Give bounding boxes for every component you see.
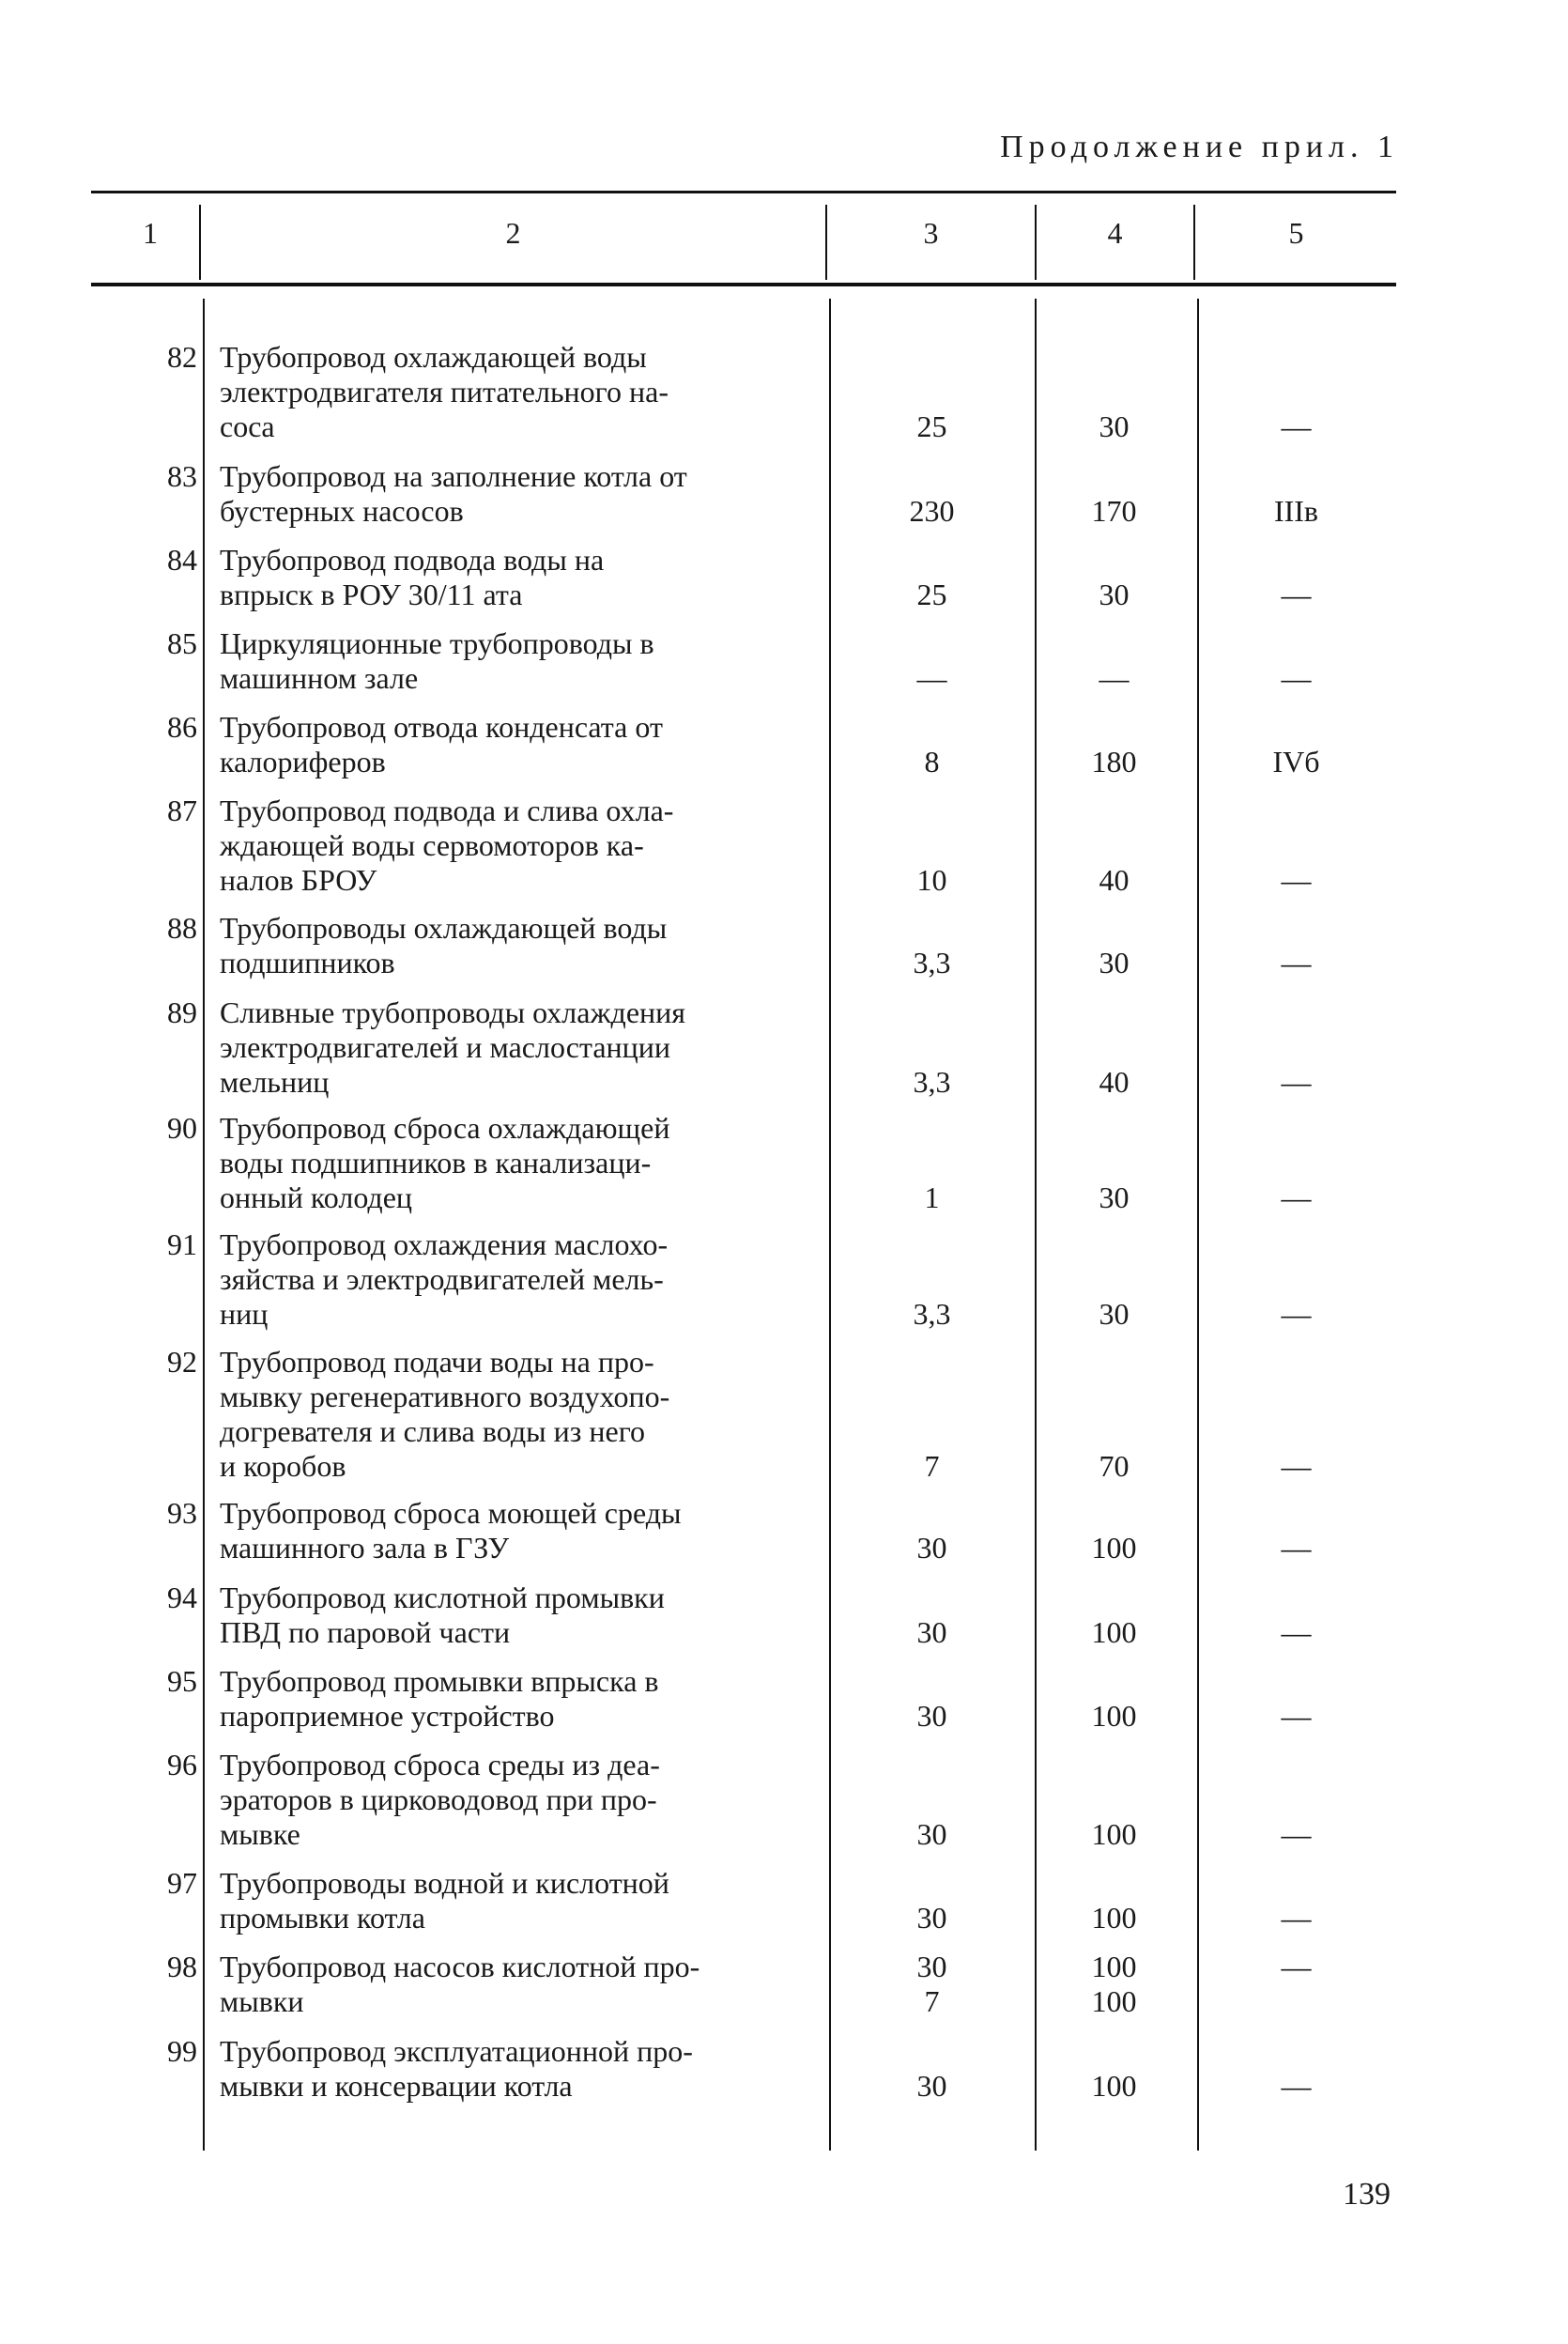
row-number: 94 xyxy=(167,1581,197,1614)
row-number: 95 xyxy=(167,1664,197,1698)
row-col3: 30 7 xyxy=(916,1950,947,2018)
row-col3: 30 xyxy=(916,1531,947,1565)
row-col3: 25 xyxy=(916,578,947,611)
row-col3: 10 xyxy=(916,863,947,897)
row-number: 88 xyxy=(167,911,197,945)
row-col5: — xyxy=(1281,1699,1312,1733)
row-number: 99 xyxy=(167,2034,197,2068)
row-description: Трубопровод сброса среды из деа- эраторов в цирководовод при про- мывке xyxy=(220,1748,660,1851)
row-col4: 70 xyxy=(1099,1449,1130,1483)
column-header-4: 4 xyxy=(1107,216,1123,250)
row-col4: 30 xyxy=(1099,1180,1130,1214)
row-col5: — xyxy=(1281,1817,1312,1851)
row-col4: 100 xyxy=(1091,1699,1137,1733)
table-header-rule xyxy=(91,283,1396,286)
row-col4: 170 xyxy=(1091,494,1137,528)
row-number: 89 xyxy=(167,995,197,1029)
row-col4: 100 xyxy=(1091,1531,1137,1565)
row-col3: 30 xyxy=(916,1615,947,1649)
row-col4: 100 xyxy=(1091,1901,1137,1935)
row-col4: 180 xyxy=(1091,745,1137,779)
row-col3: 1 xyxy=(924,1180,940,1214)
column-header-5: 5 xyxy=(1288,216,1304,250)
row-col4: 40 xyxy=(1099,1065,1130,1099)
column-divider xyxy=(829,299,831,2151)
row-description: Трубопровод промывки впрыска в пароприемное устройство xyxy=(220,1664,659,1733)
row-col4: 100 xyxy=(1091,2069,1137,2103)
row-col5: — xyxy=(1281,1615,1312,1649)
row-number: 90 xyxy=(167,1111,197,1145)
row-col5: — xyxy=(1281,1297,1312,1331)
row-col3: 3,3 xyxy=(913,1297,951,1331)
row-description: Циркуляционные трубопроводы в машинном зале xyxy=(220,626,654,695)
table-top-rule xyxy=(91,191,1396,193)
column-header-1: 1 xyxy=(143,216,158,250)
row-col4: 30 xyxy=(1099,946,1130,979)
row-col5: — xyxy=(1281,1449,1312,1483)
row-col3: 3,3 xyxy=(913,946,951,979)
row-col5: — xyxy=(1281,1065,1312,1099)
column-header-3: 3 xyxy=(923,216,939,250)
row-col3: 230 xyxy=(909,494,955,528)
row-description: Трубопроводы охлаждающей воды подшипников xyxy=(220,911,668,979)
row-col5: — xyxy=(1281,2069,1312,2103)
row-col4: 30 xyxy=(1099,578,1130,611)
row-col5: IIIв xyxy=(1273,494,1319,528)
column-divider xyxy=(203,299,205,2151)
row-col4: 40 xyxy=(1099,863,1130,897)
row-number: 87 xyxy=(167,794,197,827)
row-number: 91 xyxy=(167,1227,197,1261)
row-number: 92 xyxy=(167,1345,197,1379)
row-description: Трубопровод отвода конденсата от калориферов xyxy=(220,710,663,779)
row-col4: 100 100 xyxy=(1091,1950,1137,2018)
row-col3: 30 xyxy=(916,1817,947,1851)
row-col5: IVб xyxy=(1272,745,1320,779)
continuation-header: Продолжение прил. 1 xyxy=(1000,130,1399,164)
row-col5: — xyxy=(1281,661,1312,695)
row-number: 96 xyxy=(167,1748,197,1781)
row-description: Трубопровод сброса моющей среды машинного зала в ГЗУ xyxy=(220,1496,682,1565)
row-description: Трубопроводы водной и кислотной промывки котла xyxy=(220,1866,669,1935)
row-description: Трубопровод подачи воды на про- мывку регенеративного воздухопо- догревателя и слива воды из него и коробов xyxy=(220,1345,670,1483)
row-description: Трубопровод подвода воды на впрыск в РОУ 30/11 ата xyxy=(220,543,605,611)
row-col5: — xyxy=(1281,1901,1312,1935)
row-description: Трубопровод сброса охлаждающей воды подшипников в канализаци- онный колодец xyxy=(220,1111,670,1214)
row-number: 98 xyxy=(167,1950,197,1983)
row-number: 84 xyxy=(167,543,197,577)
row-number: 86 xyxy=(167,710,197,744)
row-col3: 7 xyxy=(924,1449,940,1483)
row-number: 93 xyxy=(167,1496,197,1530)
row-number: 82 xyxy=(167,340,197,374)
row-col3: — xyxy=(916,661,947,695)
row-col5: — xyxy=(1281,1950,1312,1983)
column-divider xyxy=(1197,299,1199,2151)
row-col4: 100 xyxy=(1091,1615,1137,1649)
row-col4: 30 xyxy=(1099,1297,1130,1331)
row-col4: 100 xyxy=(1091,1817,1137,1851)
row-col4: 30 xyxy=(1099,409,1130,443)
row-col3: 25 xyxy=(916,409,947,443)
row-description: Трубопровод кислотной промывки ПВД по паровой части xyxy=(220,1581,665,1649)
row-number: 85 xyxy=(167,626,197,660)
row-col3: 8 xyxy=(924,745,940,779)
row-col5: — xyxy=(1281,409,1312,443)
row-col5: — xyxy=(1281,1180,1312,1214)
row-col5: — xyxy=(1281,946,1312,979)
page-number: 139 xyxy=(1343,2177,1391,2212)
row-number: 83 xyxy=(167,459,197,493)
row-description: Трубопровод насосов кислотной про- мывки xyxy=(220,1950,700,2018)
row-description: Сливные трубопроводы охлаждения электродвигателей и маслостанции мельниц xyxy=(220,995,685,1099)
column-header-2: 2 xyxy=(505,216,521,250)
row-description: Трубопровод охлаждения маслохо- зяйства и электродвигателей мель- ниц xyxy=(220,1227,669,1331)
row-description: Трубопровод на заполнение котла от бустерных насосов xyxy=(220,459,687,528)
row-col5: — xyxy=(1281,578,1312,611)
row-col5: — xyxy=(1281,1531,1312,1565)
row-col5: — xyxy=(1281,863,1312,897)
row-col3: 30 xyxy=(916,1901,947,1935)
row-description: Трубопровод охлаждающей воды электродвигателя питательного на- coca xyxy=(220,340,669,443)
row-description: Трубопровод эксплуатационной про- мывки и консервации котла xyxy=(220,2034,693,2103)
row-number: 97 xyxy=(167,1866,197,1900)
row-col3: 3,3 xyxy=(913,1065,951,1099)
row-col4: — xyxy=(1099,661,1130,695)
row-col3: 30 xyxy=(916,2069,947,2103)
column-divider xyxy=(1035,299,1037,2151)
row-col3: 30 xyxy=(916,1699,947,1733)
row-description: Трубопровод подвода и слива охла- ждающей воды сервомоторов ка- налов БРОУ xyxy=(220,794,674,897)
